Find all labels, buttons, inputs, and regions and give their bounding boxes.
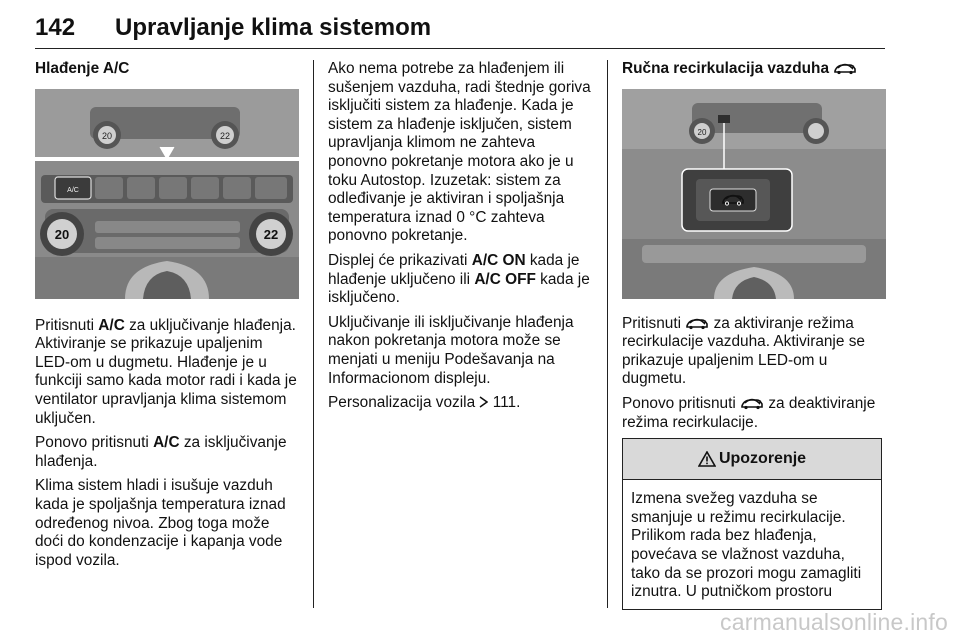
warning-box — [622, 438, 882, 610]
warning-triangle-icon — [698, 451, 716, 467]
paragraph-save-fuel: Ako nema potrebe za hlađenjem ili sušenjem vazduha, radi štednje goriva isključiti sistem za hlađenje. Kada je sistem za hlađenje isključen, sistem upravljanja klimom ne zahteva ponovno pokretanje motora ako je u toku Autostop. Izuzetak: sistem za odleđivanje je aktiviran i spoljašnja temperatura iznad 0 °C zahteva ponovno pokretanje. — [328, 60, 591, 245]
page-number: 142 — [35, 14, 76, 41]
page-header — [35, 8, 885, 49]
paragraph-condensation: Klima sistem hladi i isušuje vazduh kada je spoljašnja temperatura iznad određenog nivoa. Zbog toga može doći do kondenzacije i kapanja vode ispod vozila. — [35, 477, 286, 569]
paragraph-recirc-off: Ponovo pritisnuti za deaktiviranje režima recirkulacije. — [622, 394, 876, 431]
recirculation-icon — [685, 317, 709, 331]
ac-button-label: A/C — [67, 186, 79, 194]
recirculation-icon — [740, 397, 764, 411]
paragraph-ac-on: Pritisnuti A/C za uključivanje hlađenja. Aktiviranje se prikazuje upaljenim LED-om u dugmetu. Hlađenje je u funkciji samo kada motor radi i kada je ventilator upravljanja klima sistemom uključen. — [35, 316, 297, 427]
paragraph-ac-off: Ponovo pritisnuti A/C za isključivanje hlađenja. — [35, 434, 287, 470]
paragraph-settings: Uključivanje ili isključivanje hlađenja nakon pokretanja motora može se menjati u meniju Podešavanja na Informacionom displeju. — [328, 313, 574, 387]
left-temp-knob: 20 — [54, 226, 70, 242]
small-left-temp: 20 — [101, 130, 113, 141]
warning-header — [623, 439, 881, 480]
section-heading-recirculation: Ručna recirkulacija vazduha — [622, 60, 886, 79]
watermark: carmanualsonline.info — [720, 609, 948, 635]
column-left — [35, 60, 299, 576]
warning-title: Upozorenje — [718, 449, 807, 467]
recirculation-icon — [833, 62, 857, 76]
climate-panel-photo — [35, 89, 299, 299]
column-right — [622, 60, 886, 610]
cross-reference[interactable]: Personalizacija vozila 111. — [328, 394, 521, 412]
reference-arrow-icon — [479, 396, 488, 408]
paragraph-display: Displej će prikazivati A/C ON kada je hlađenje uključeno ili A/C OFF kada je isključeno. — [328, 251, 590, 307]
column-divider — [313, 60, 314, 608]
page-title: Upravljanje klima sistemom — [115, 14, 432, 41]
warning-body: Izmena svežeg vazduha se smanjuje u režimu recirkulacije. Prilikom rada bez hlađenja, povećava se vlažnost vazduha, tako da se prozori mogu zamagliti iznutra. U putničkom prostoru — [631, 490, 862, 601]
section-heading-ac: Hlađenje A/C — [35, 60, 130, 77]
small-right-temp: 22 — [219, 130, 231, 141]
column-middle — [328, 60, 594, 419]
photo-temp: 20 — [697, 127, 707, 137]
recirculation-button-photo — [622, 89, 886, 299]
column-divider — [607, 60, 608, 608]
paragraph-recirc-on: Pritisnuti za aktiviranje režima recirkulacije vazduha. Aktiviranje se prikazuje upaljenim LED-om u dugmetu. — [622, 314, 865, 388]
right-temp-knob: 22 — [263, 226, 279, 242]
